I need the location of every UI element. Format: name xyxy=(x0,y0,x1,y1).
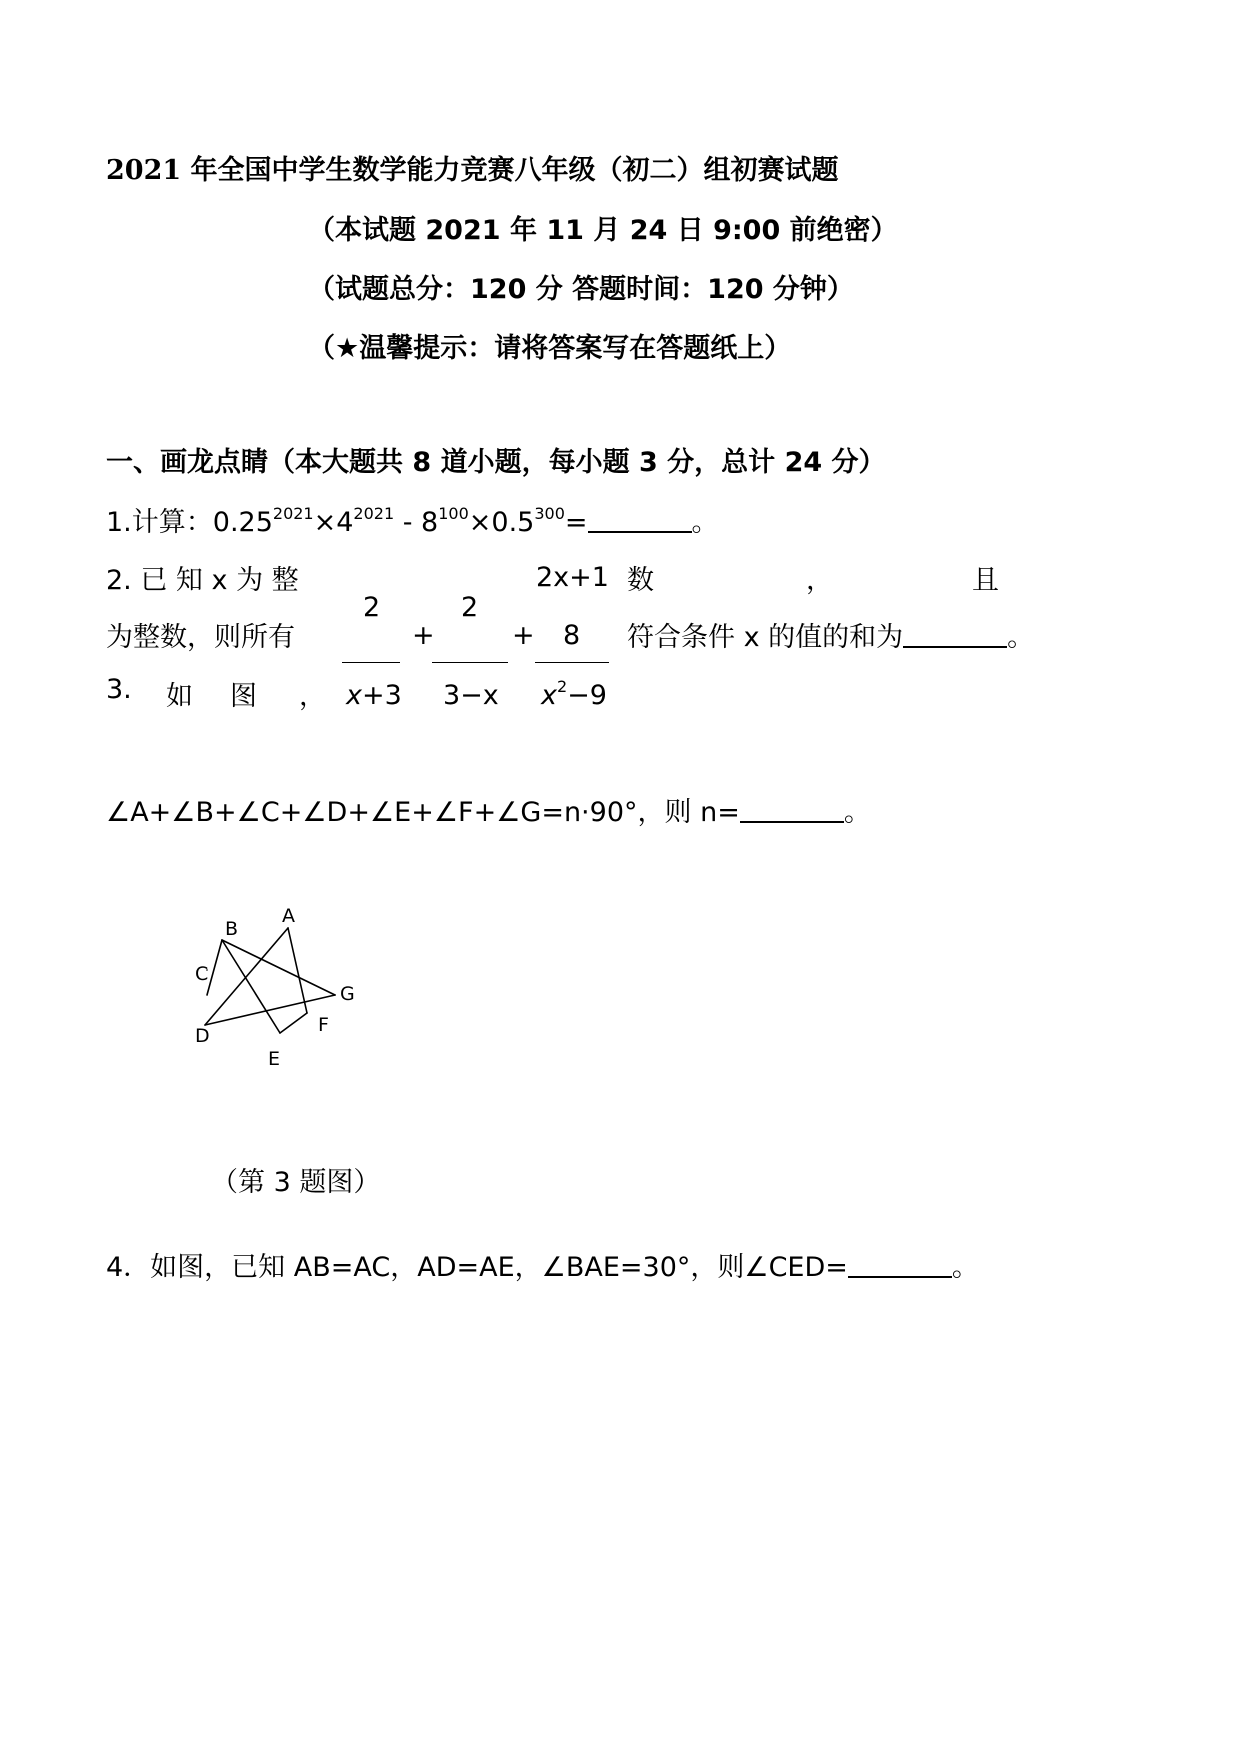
question-4 xyxy=(106,1245,979,1284)
frac3-top: 2x+1 xyxy=(536,562,609,593)
segment-b-c xyxy=(207,940,222,995)
q1-exp1: 2021 xyxy=(272,504,314,523)
fig-label-e: E xyxy=(268,1048,281,1070)
question-3-text xyxy=(106,790,871,829)
frac1-numerator: 2 xyxy=(363,592,381,623)
q1-eq: = xyxy=(564,507,588,538)
plus-sign-2: + xyxy=(512,620,535,651)
q4-text: 4．如图，已知 AB=AC，AD=AE，∠BAE=30°，则∠CED= xyxy=(106,1252,848,1283)
confidential-note: （本试题 2021 年 11 月 24 日 9:00 前绝密） xyxy=(308,215,898,246)
q3-tu: 图 xyxy=(230,681,257,712)
frac1-den-x: x xyxy=(346,680,362,711)
segment-a-f xyxy=(288,928,307,1013)
q1-prefix: 1.计算：0.25 xyxy=(106,507,273,538)
q2-line1-d: 且 xyxy=(972,565,999,596)
segment-f-e xyxy=(280,1013,307,1033)
frac1-denominator xyxy=(346,680,402,711)
frac3-numerator: 8 xyxy=(563,620,581,651)
answer-blank xyxy=(848,1252,952,1278)
q1-exp4: 300 xyxy=(534,504,565,523)
frac1-line xyxy=(342,662,400,663)
q1-end: 。 xyxy=(691,507,719,538)
fig-label-d: D xyxy=(195,1025,210,1047)
q2-line1-c: ， xyxy=(806,565,833,596)
question-1 xyxy=(106,500,719,539)
q2-line1-a: 2. 已 知 x 为 整 xyxy=(106,565,299,596)
q1-times2: ×0.5 xyxy=(468,507,535,538)
q2-line1-b: 数 xyxy=(627,565,654,596)
q3-ru: 如 xyxy=(166,681,193,712)
q2-line2-a: 为整数，则所有 xyxy=(106,622,295,653)
answer-blank xyxy=(740,797,844,823)
q1-minus: - 8 xyxy=(394,507,439,538)
section-heading: 一、画龙点睛（本大题共 8 道小题，每小题 3 分，总计 24 分） xyxy=(106,447,886,478)
frac2-line xyxy=(432,662,508,663)
frac3-den-rest: −9 xyxy=(567,680,607,711)
q3-comma: ， xyxy=(299,681,326,712)
fig-label-f: F xyxy=(318,1014,329,1036)
answer-blank xyxy=(588,507,692,533)
score-time-note: （试题总分：120 分 答题时间：120 分钟） xyxy=(308,274,854,305)
q1-times1: ×4 xyxy=(313,507,354,538)
frac3-den-x: x xyxy=(541,680,557,711)
fig-label-c: C xyxy=(195,963,209,985)
frac2-denominator: 3−x xyxy=(443,680,499,711)
exam-title: 2021 年全国中学生数学能力竞赛八年级（初二）组初赛试题 xyxy=(106,155,839,186)
q2-end: 。 xyxy=(1007,622,1035,653)
q3-text: ∠A+∠B+∠C+∠D+∠E+∠F+∠G=n·90°，则 n= xyxy=(106,797,740,828)
frac3-denominator xyxy=(541,677,607,711)
fig-label-g: G xyxy=(340,983,355,1005)
q1-exp3: 100 xyxy=(438,504,469,523)
q3-figure xyxy=(185,895,375,1080)
segment-d-a xyxy=(205,928,288,1025)
frac3-den-sup: 2 xyxy=(556,677,568,696)
q1-exp2: 2021 xyxy=(353,504,395,523)
segment-d-g xyxy=(205,995,335,1025)
figure-caption: （第 3 题图） xyxy=(211,1167,381,1198)
fig-label-b: B xyxy=(225,918,239,940)
q3-number: 3. xyxy=(106,674,132,705)
q4-end: 。 xyxy=(951,1252,979,1283)
q3-end: 。 xyxy=(843,797,871,828)
q2-line2-b xyxy=(627,615,1034,654)
answer-blank xyxy=(903,622,1007,648)
frac3-line xyxy=(535,662,609,663)
fig-label-a: A xyxy=(282,905,295,927)
answer-tip: （★温馨提示：请将答案写在答题纸上） xyxy=(308,333,792,364)
frac2-numerator: 2 xyxy=(461,592,479,623)
frac1-den-rest: +3 xyxy=(361,680,402,711)
plus-sign-1: + xyxy=(412,620,435,651)
q2-line2-b-text: 符合条件 x 的值的和为 xyxy=(627,622,904,653)
